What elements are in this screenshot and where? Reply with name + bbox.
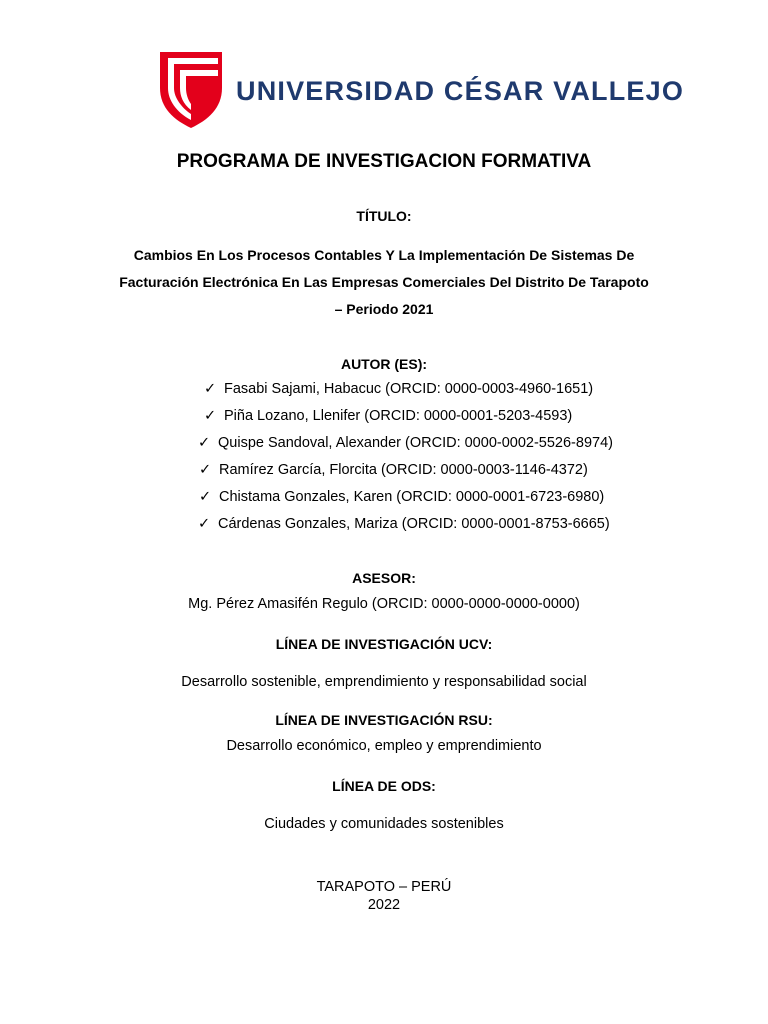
check-icon: ✓: [204, 408, 217, 424]
author-item: [199, 462, 588, 478]
author-name: Chistama Gonzales, Karen (ORCID: 0000-0001-6723-6980): [219, 489, 605, 505]
author-name: Cárdenas Gonzales, Mariza (ORCID: 0000-0001-8753-6665): [218, 516, 610, 532]
line-ucv-label: LÍNEA DE INVESTIGACIÓN UCV:: [275, 636, 493, 652]
advisor-name: Mg. Pérez Amasifén Regulo (ORCID: 0000-0000-0000-0000): [188, 596, 580, 612]
author-item: [199, 489, 604, 505]
line-ucv-value: Desarrollo sostenible, emprendimiento y responsabilidad social: [181, 674, 587, 690]
check-icon: ✓: [199, 462, 212, 478]
author-item: [204, 381, 593, 397]
place: TARAPOTO – PERÚ: [316, 879, 452, 895]
author-item: [198, 435, 613, 451]
year: 2022: [367, 897, 401, 913]
check-icon: ✓: [204, 381, 217, 397]
author-name: Fasabi Sajami, Habacuc (ORCID: 0000-0003-4960-1651): [224, 381, 594, 397]
author-name: Ramírez García, Florcita (ORCID: 0000-0003-1146-4372): [219, 462, 588, 478]
author-name: Piña Lozano, Llenifer (ORCID: 0000-0001-5203-4593): [224, 408, 573, 424]
university-logo-icon: [160, 52, 222, 128]
title-line-2: Facturación Electrónica En Las Empresas Comerciales Del Distrito De Tarapoto: [119, 274, 649, 290]
title-line-1: Cambios En Los Procesos Contables Y La Implementación De Sistemas De: [133, 247, 635, 263]
program-title: PROGRAMA DE INVESTIGACION FORMATIVA: [176, 151, 592, 172]
line-rsu-value: Desarrollo económico, empleo y emprendimiento: [226, 738, 542, 754]
check-icon: ✓: [198, 435, 211, 451]
advisor-label: ASESOR:: [352, 570, 416, 586]
check-icon: ✓: [198, 516, 211, 532]
ods-label: LÍNEA DE ODS:: [332, 778, 436, 794]
title-label: TÍTULO:: [356, 208, 412, 224]
author-item: [204, 408, 572, 424]
ods-value: Ciudades y comunidades sostenibles: [264, 816, 504, 832]
authors-label: AUTOR (ES):: [340, 356, 428, 372]
author-item: [198, 516, 610, 532]
university-name: UNIVERSIDAD CÉSAR VALLEJO: [236, 76, 685, 106]
check-icon: ✓: [199, 489, 212, 505]
line-rsu-label: LÍNEA DE INVESTIGACIÓN RSU:: [275, 712, 493, 728]
title-line-3: – Periodo 2021: [334, 301, 434, 317]
author-name: Quispe Sandoval, Alexander (ORCID: 0000-0002-5526-8974): [218, 435, 613, 451]
